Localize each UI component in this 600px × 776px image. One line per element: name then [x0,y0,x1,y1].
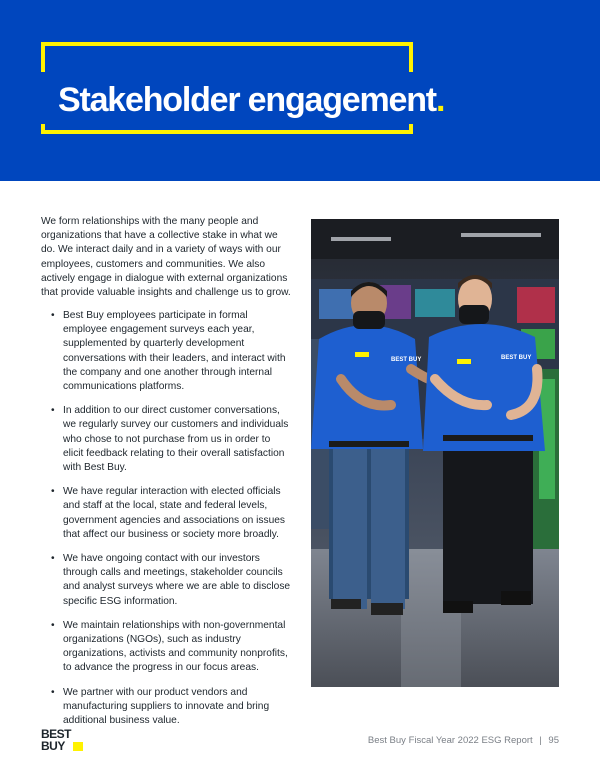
employees-illustration [311,219,559,687]
bullet-item [41,619,293,676]
shirt-logo-text: BEST BUY [391,357,422,363]
logo-line-2: BUY [41,739,65,753]
bullet-marker: • [51,619,55,631]
best-buy-logo [41,727,85,753]
engagement-bullet-list [41,309,293,738]
page-title-text: Stakeholder engagement [58,81,436,119]
page-number: 95 [548,735,559,746]
intro-paragraph: We form relationships with the many people and organizations that have a collective stake in what we do. We interact daily and in a variety of ways with our employees, customers and communities. We also actively engage in dialogue with external organizations that provide valuable insights and challenge us to grow. [41,216,291,299]
logo-tag-icon [73,742,83,751]
bullet-item [41,686,293,729]
page-title [58,78,444,122]
logo-line-1: BEST [41,727,72,741]
page-title-dot: . [435,81,445,119]
bullet-text: We maintain relationships with non-governmental organizations (NGOs), such as industry organizations, activists and community nonprofits, to advance the progress in our focus areas. [63,619,288,674]
bullet-text: We have regular interaction with elected officials and staff at the local, state and federal levels, government agencies and associations on issues that affect our business or society more broadly. [63,486,285,540]
bullet-text: Best Buy employees participate in formal employee engagement surveys each year, supplemented by quarterly development conversations with their leaders, and interact with the company and one another through internal communications platforms. [63,310,286,393]
employees-photo [311,219,559,687]
page-footer [368,735,559,746]
bullet-text: We have ongoing contact with our investors through calls and meetings, stakeholder councils and analyst surveys where we are able to disclose specific ESG information. [63,553,291,607]
bullet-marker: • [51,553,55,565]
bullet-item [41,485,293,542]
bullet-marker: • [51,486,55,498]
bullet-text: In addition to our direct customer conversations, we regularly survey our customers and individuals who chose to not purchase from us in order to elicit feedback relating to their overall satisfaction with Best Buy. [63,405,289,474]
bullet-item [41,309,293,394]
footer-report-title: Best Buy Fiscal Year 2022 ESG Report [367,735,533,746]
bullet-item [41,552,293,609]
footer-separator: | [539,735,542,746]
bullet-text: We partner with our product vendors and manufacturing suppliers to innovate and bring additional business value. [63,686,270,727]
bullet-marker: • [51,686,55,698]
shirt-logo-text: BEST BUY [501,355,532,361]
bullet-marker: • [51,310,55,321]
bullet-marker: • [51,405,55,417]
bullet-item [41,404,293,475]
